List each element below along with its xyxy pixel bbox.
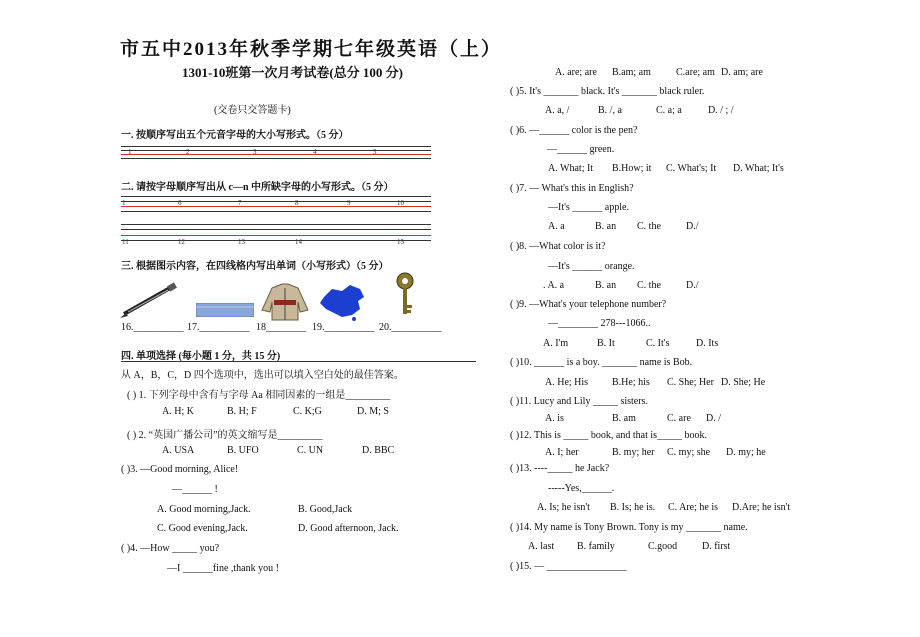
q1-opt-c[interactable]: C. K;G [293, 406, 322, 417]
section1-heading: 一. 按顺序写出五个元音字母的大小写形式。（5 分） [121, 130, 349, 141]
jacket-picture [260, 282, 310, 322]
q14-opt-c[interactable]: C.good [648, 541, 678, 552]
q14-opt-d[interactable]: D. first [702, 541, 731, 552]
grid-number: 14 [295, 238, 302, 246]
four-line-grid-line [121, 146, 431, 147]
four-line-grid-line [121, 229, 431, 230]
grid-number: 1 [122, 199, 126, 207]
q10-opt-a[interactable]: A. He; His [545, 377, 589, 388]
q11-opt-b[interactable]: B. am [612, 413, 636, 424]
q6-opt-d[interactable]: D. What; It's [733, 163, 784, 174]
q9-opt-b[interactable]: B. It [597, 338, 615, 349]
q8-stem: ( )8. —What color is it? [510, 241, 606, 252]
q6-opt-a[interactable]: A. What; It [548, 163, 594, 174]
q12-stem: ( )12. This is _____ book, and that is_____ book. [510, 430, 708, 441]
q10-opt-b[interactable]: B.He; his [612, 377, 650, 388]
q9-stem: ( )9. —What's your telephone number? [510, 299, 667, 310]
section3-heading: 三. 根据图示内容，在四线格内写出单词（小写形式）（5 分） [121, 261, 389, 272]
q9-opt-c[interactable]: C. It's [646, 338, 670, 349]
q6-stem: ( )6. —______ color is the pen? [510, 125, 638, 136]
q14-stem: ( )14. My name is Tony Brown. Tony is my _______ name. [510, 522, 748, 533]
q2-opt-b[interactable]: B. UFO [227, 445, 259, 456]
grid-number: 6 [178, 199, 182, 207]
q7-opt-c[interactable]: C. the [637, 221, 661, 232]
q2-opt-c[interactable]: C. UN [297, 445, 324, 456]
four-line-grid-line [121, 235, 431, 236]
q7-opt-a[interactable]: A. a [548, 221, 565, 232]
q8-opt-b[interactable]: B. an [595, 280, 617, 291]
key-picture [392, 271, 418, 319]
q3-opt-a[interactable]: A. Good morning,Jack. [157, 504, 251, 515]
grid-number: 13 [238, 238, 245, 246]
section4-heading: 四. 单项选择 (每小题 1 分，共 15 分) [121, 351, 281, 362]
grid-number: 10 [397, 199, 404, 207]
q7-line2: —It's ______ apple. [548, 202, 629, 213]
q5-opt-a[interactable]: A. a, / [545, 105, 570, 116]
q4-stem: ( )4. —How _____ you? [121, 543, 220, 554]
grid-number: 1 [128, 148, 132, 156]
q9-opt-a[interactable]: A. I'm [543, 338, 569, 349]
q14-opt-a[interactable]: A. last [528, 541, 555, 552]
q12-opt-a[interactable]: A. I; her [545, 447, 579, 458]
q1-opt-a[interactable]: A. H; K [162, 406, 194, 417]
four-line-grid-line [121, 240, 431, 241]
q5-stem: ( )5. It's _______ black. It's _______ black ruler. [510, 86, 705, 97]
grid-number: 9 [347, 199, 351, 207]
grid-number: 5 [373, 148, 377, 156]
section4-intro: 从 A，B，C，D 四个选项中，选出可以填入空白处的最佳答案。 [121, 370, 404, 381]
q11-opt-d[interactable]: D. / [706, 413, 721, 424]
q4-line2: —I ______fine ,thank you ! [167, 563, 279, 574]
q8-opt-d[interactable]: D./ [686, 280, 699, 291]
q12-opt-b[interactable]: B. my; her [612, 447, 655, 458]
q11-stem: ( )11. Lucy and Lily _____ sisters. [510, 396, 648, 407]
q15-stem: ( )15. — ________________ [510, 561, 627, 572]
grid-number: 12 [178, 238, 185, 246]
q8-opt-a[interactable]: . A. a [543, 280, 565, 291]
q13-opt-c[interactable]: C. Are; he is [668, 502, 718, 513]
q5-opt-d[interactable]: D. / ; / [708, 105, 734, 116]
q2-stem: ( ) 2. “英国广播公司”的英文缩写是_________ [127, 430, 323, 441]
q7-stem: ( )7. — What's this in English? [510, 183, 634, 194]
q9-opt-d[interactable]: D. Its [696, 338, 719, 349]
q7-opt-d[interactable]: D./ [686, 221, 699, 232]
pen-picture [118, 280, 180, 320]
q13-opt-a[interactable]: A. Is; he isn't [537, 502, 590, 513]
grid-number: 8 [295, 199, 299, 207]
q4-opt-b[interactable]: B.am; am [612, 67, 651, 78]
section2-heading: 二. 请按字母顺序写出从 c—n 中所缺字母的小写形式。（5 分） [121, 182, 394, 193]
q10-opt-d[interactable]: D. She; He [721, 377, 766, 388]
q1-opt-d[interactable]: D. M; S [357, 406, 389, 417]
q11-opt-a[interactable]: A. is [545, 413, 564, 424]
four-line-grid-line [121, 201, 431, 202]
blank-19[interactable]: 19.__________ [312, 322, 375, 333]
ruler-picture [196, 303, 254, 317]
q12-opt-c[interactable]: C. my; she [667, 447, 711, 458]
grid-number: 11 [122, 238, 129, 246]
q11-opt-c[interactable]: C. are [667, 413, 691, 424]
answer-note: (交卷只交答题卡) [214, 105, 291, 116]
q4-opt-d[interactable]: D. am; are [721, 67, 763, 78]
q13-opt-b[interactable]: B. Is; he is. [610, 502, 656, 513]
q6-opt-c[interactable]: C. What's; It [666, 163, 717, 174]
blank-20[interactable]: 20.__________ [379, 322, 442, 333]
q13-stem: ( )13. ----_____ he Jack? [510, 463, 610, 474]
grid-number: 4 [313, 148, 317, 156]
four-line-grid-line [121, 158, 431, 159]
four-line-grid-line [121, 154, 431, 155]
q3-line2: —______ ! [172, 484, 218, 495]
grid-number: 3 [253, 148, 257, 156]
q4-opt-c[interactable]: C.are; am [676, 67, 715, 78]
q2-opt-a[interactable]: A. USA [162, 445, 195, 456]
q5-opt-b[interactable]: B. /, a [598, 105, 622, 116]
q1-stem: ( ) 1. 下列字母中含有与字母 Aa 相同因素的一组是_________ [127, 390, 391, 401]
q10-stem: ( )10. ______ is a boy. _______ name is Bob. [510, 357, 693, 368]
q6-opt-b[interactable]: B.How; it [612, 163, 652, 174]
q14-opt-b[interactable]: B. family [577, 541, 615, 552]
q12-opt-d[interactable]: D. my; he [726, 447, 766, 458]
q13-opt-d[interactable]: D.Are; he isn't [732, 502, 791, 513]
four-line-grid-line [121, 211, 431, 212]
q6-line2: —______ green. [547, 144, 615, 155]
divider [121, 361, 476, 362]
q3-opt-d[interactable]: D. Good afternoon, Jack. [298, 523, 399, 534]
q2-opt-d[interactable]: D. BBC [362, 445, 395, 456]
china-map-picture [318, 283, 366, 321]
q3-opt-c[interactable]: C. Good evening,Jack. [157, 523, 248, 534]
four-line-grid-line [121, 150, 431, 151]
q7-opt-b[interactable]: B. an [595, 221, 617, 232]
q8-line2: —It's ______ orange. [548, 261, 635, 272]
page-title: 市五中2013年秋季学期七年级英语（上） [120, 39, 503, 60]
q8-opt-c[interactable]: C. the [637, 280, 661, 291]
q4-opt-a[interactable]: A. are; are [555, 67, 597, 78]
four-line-grid-line [121, 224, 431, 225]
grid-number: 15 [397, 238, 404, 246]
four-line-grid-line [121, 206, 431, 207]
q3-stem: ( )3. —Good morning, Alice! [121, 464, 239, 475]
four-line-grid-line [121, 196, 431, 197]
q1-opt-b[interactable]: B. H; F [227, 406, 257, 417]
q9-line2: —________ 278---1066.. [548, 318, 651, 329]
q10-opt-c[interactable]: C. She; Her [667, 377, 714, 388]
page-subtitle: 1301-10班第一次月考试卷(总分 100 分) [182, 65, 403, 80]
blank-18[interactable]: 18________ [256, 322, 306, 333]
q3-opt-b[interactable]: B. Good,Jack [298, 504, 353, 515]
blank-17[interactable]: 17.__________ [187, 322, 250, 333]
blank-16[interactable]: 16.__________ [121, 322, 184, 333]
q13-line2: -----Yes,______. [548, 483, 615, 494]
grid-number: 2 [186, 148, 190, 156]
grid-number: 7 [238, 199, 242, 207]
q5-opt-c[interactable]: C. a; a [656, 105, 682, 116]
